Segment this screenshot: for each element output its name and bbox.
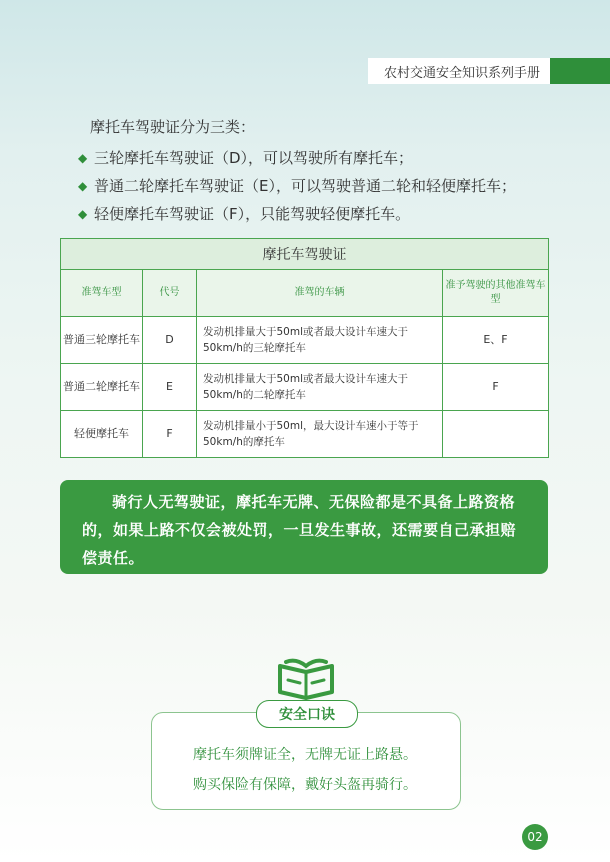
header-bar — [368, 58, 610, 84]
cell-code: F — [143, 411, 197, 458]
license-table-wrap — [60, 238, 548, 458]
license-list — [78, 144, 516, 228]
list-item — [78, 172, 516, 200]
cell-desc: 发动机排量大于50ml或者最大设计车速大于50km/h的三轮摩托车 — [197, 317, 443, 364]
table-header-type: 准驾车型 — [61, 270, 143, 317]
open-book-icon — [276, 656, 336, 700]
table-header-other: 准予驾驶的其他准驾车型 — [443, 270, 549, 317]
table-header-code: 代号 — [143, 270, 197, 317]
cell-desc: 发动机排量小于50ml，最大设计车速小于等于50km/h的摩托车 — [197, 411, 443, 458]
diamond-bullet-icon: ◆ — [78, 151, 88, 165]
cell-type: 普通三轮摩托车 — [61, 317, 143, 364]
table-header-vehicles: 准驾的车辆 — [197, 270, 443, 317]
table-row — [61, 364, 549, 411]
intro-text: 摩托车驾驶证分为三类： — [90, 118, 256, 136]
cell-other: E、F — [443, 317, 549, 364]
list-item — [78, 144, 516, 172]
table-row — [61, 317, 549, 364]
license-table — [60, 238, 549, 458]
cell-code: E — [143, 364, 197, 411]
header-accent — [550, 58, 610, 84]
diamond-bullet-icon: ◆ — [78, 179, 88, 193]
list-item — [78, 200, 516, 228]
cell-other — [443, 411, 549, 458]
cell-type: 普通二轮摩托车 — [61, 364, 143, 411]
warning-notice — [60, 480, 548, 574]
list-item-text: 轻便摩托车驾驶证（F），只能驾驶轻便摩托车。 — [94, 205, 411, 223]
cell-type: 轻便摩托车 — [61, 411, 143, 458]
notice-text: 骑行人无驾驶证，摩托车无牌、无保险都是不具备上路资格的，如果上路不仅会被处罚，一旦发生事故，还需要自己承担赔偿责任。 — [82, 493, 517, 567]
page-number-badge: 02 — [522, 824, 548, 850]
cell-desc: 发动机排量大于50ml或者最大设计车速大于50km/h的二轮摩托车 — [197, 364, 443, 411]
motto-line-2: 购买保险有保障，戴好头盔再骑行。 — [193, 777, 417, 793]
motto-label: 安全口诀 — [256, 700, 358, 728]
table-row — [61, 411, 549, 458]
cell-code: D — [143, 317, 197, 364]
list-item-text: 三轮摩托车驾驶证（D），可以驾驶所有摩托车； — [94, 149, 414, 167]
header-title: 农村交通安全知识系列手册 — [384, 65, 541, 81]
motto-line-1: 摩托车须牌证全，无牌无证上路悬。 — [193, 747, 417, 763]
diamond-bullet-icon: ◆ — [78, 207, 88, 221]
cell-other: F — [443, 364, 549, 411]
table-title: 摩托车驾驶证 — [61, 239, 549, 270]
list-item-text: 普通二轮摩托车驾驶证（E），可以驾驶普通二轮和轻便摩托车； — [94, 177, 516, 195]
